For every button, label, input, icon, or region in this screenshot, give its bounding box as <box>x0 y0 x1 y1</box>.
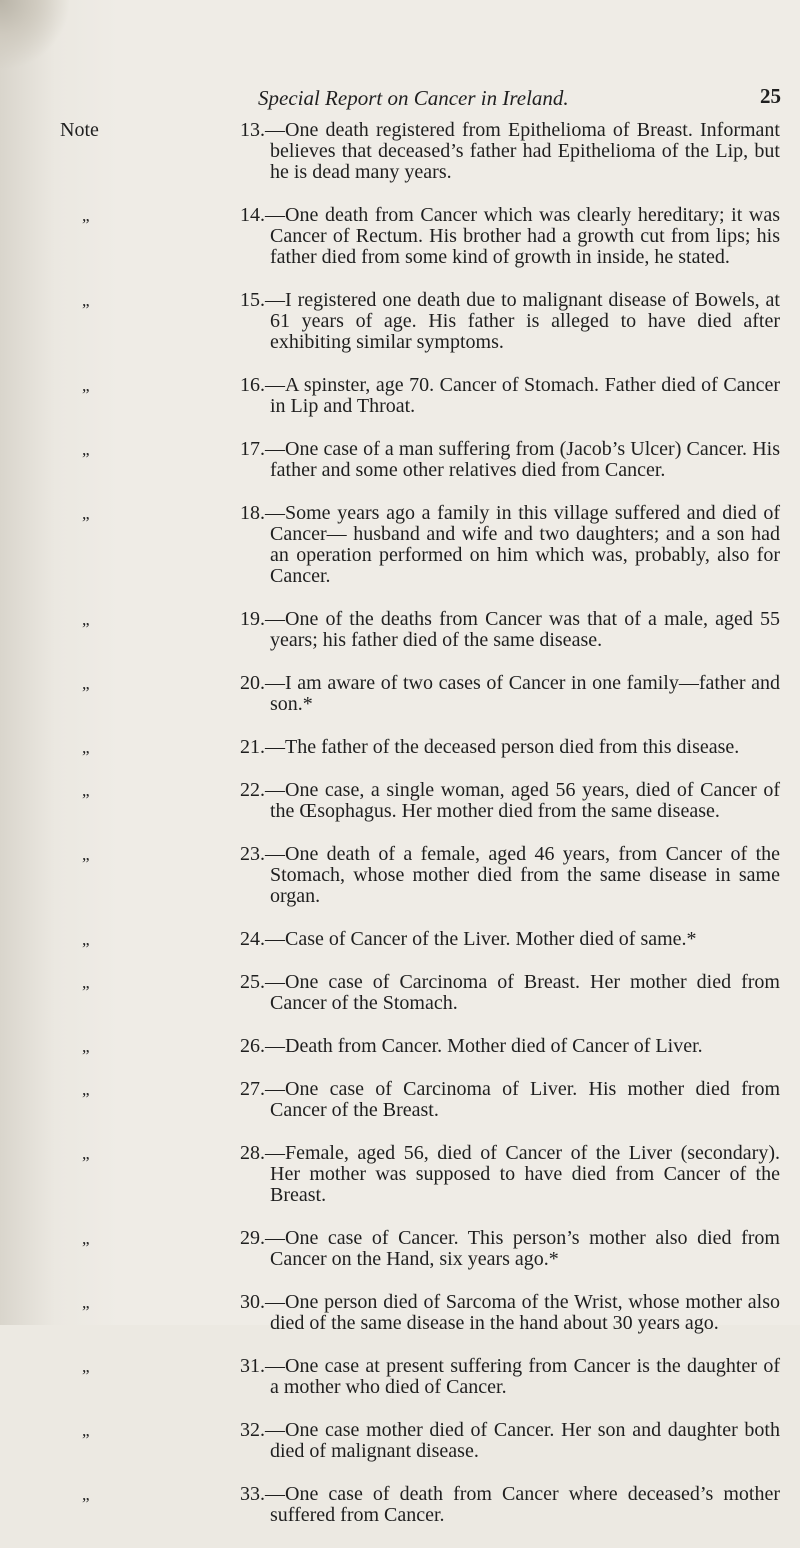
note-text: 14.—One death from Cancer which was clearly hereditary; it was Cancer of Rectum. His brother had a growth cut from lips; his father died from some kind of growth in inside, he stated. <box>240 204 780 268</box>
note-22 <box>0 780 800 822</box>
note-text: 16.—A spinster, age 70. Cancer of Stomach. Father died of Cancer in Lip and Throat. <box>240 374 780 417</box>
note-15 <box>0 290 800 353</box>
note-21 <box>0 737 800 758</box>
note-28 <box>0 1143 800 1206</box>
note-text: 29.—One case of Cancer. This person’s mother also died from Cancer on the Hand, six years ago.* <box>240 1227 780 1270</box>
notes-list <box>0 120 800 1548</box>
ditto-mark: „ <box>82 504 90 523</box>
page-corner-shadow <box>0 0 70 70</box>
ditto-mark: „ <box>82 291 90 310</box>
note-23 <box>0 844 800 907</box>
ditto-mark: „ <box>82 973 90 992</box>
note-17 <box>0 439 800 481</box>
ditto-mark: „ <box>82 440 90 459</box>
ditto-mark: „ <box>82 1293 90 1312</box>
ditto-mark: „ <box>82 845 90 864</box>
note-text: 13.—One death registered from Epithelioma of Breast. Informant believes that deceased’s father had Epithelioma of the Lip, but he is dead many years. <box>240 119 780 183</box>
ditto-mark: „ <box>82 781 90 800</box>
note-25 <box>0 972 800 1014</box>
note-16 <box>0 375 800 417</box>
note-13 <box>0 120 800 183</box>
note-30 <box>0 1292 800 1334</box>
note-27 <box>0 1079 800 1121</box>
note-text: 30.—One person died of Sarcoma of the Wrist, whose mother also died of the same disease in the hand about 30 years ago. <box>240 1291 780 1334</box>
note-text: 22.—One case, a single woman, aged 56 years, died of Cancer of the Œsophagus. Her mother died from the same disease. <box>240 779 780 822</box>
note-14 <box>0 205 800 268</box>
note-text: 26.—Death from Cancer. Mother died of Cancer of Liver. <box>240 1035 703 1057</box>
note-text: 19.—One of the deaths from Cancer was that of a male, aged 55 years; his father died of the same disease. <box>240 608 780 651</box>
note-29 <box>0 1228 800 1270</box>
ditto-mark: „ <box>82 738 90 757</box>
note-text: 28.—Female, aged 56, died of Cancer of the Liver (secondary). Her mother was supposed to have died from Cancer of the Breast. <box>240 1142 780 1206</box>
note-19 <box>0 609 800 651</box>
ditto-mark: „ <box>82 1229 90 1248</box>
note-18 <box>0 503 800 587</box>
note-text: 15.—I registered one death due to malignant disease of Bowels, at 61 years of age. His father is alleged to have died after exhibiting similar symptoms. <box>240 289 780 353</box>
note-20 <box>0 673 800 715</box>
note-33 <box>0 1484 800 1526</box>
note-text: 20.—I am aware of two cases of Cancer in one family—father and son.* <box>240 672 780 715</box>
note-text: 21.—The father of the deceased person died from this disease. <box>240 736 740 758</box>
note-24 <box>0 929 800 950</box>
note-text: 17.—One case of a man suffering from (Jacob’s Ulcer) Cancer. His father and some other relatives died from Cancer. <box>240 438 780 481</box>
ditto-mark: „ <box>82 610 90 629</box>
note-31 <box>0 1356 800 1398</box>
ditto-mark: „ <box>82 1080 90 1099</box>
ditto-mark: „ <box>82 930 90 949</box>
ditto-mark: „ <box>82 674 90 693</box>
page-number: 25 <box>760 84 781 108</box>
ditto-mark: „ <box>82 1037 90 1056</box>
note-text: 23.—One death of a female, aged 46 years, from Cancer of the Stomach, whose mother died from the same disease in same organ. <box>240 843 780 907</box>
note-text: 27.—One case of Carcinoma of Liver. His mother died from Cancer of the Breast. <box>240 1078 780 1121</box>
ditto-mark: „ <box>82 1421 90 1440</box>
note-text: 25.—One case of Carcinoma of Breast. Her mother died from Cancer of the Stomach. <box>240 971 780 1014</box>
note-label: Note <box>60 119 99 141</box>
note-text: 18.—Some years ago a family in this village suffered and died of Cancer— husband and wife and two daughters; and a son had an operation performed on him which was, probably, also for Cancer. <box>240 502 780 587</box>
note-text: 32.—One case mother died of Cancer. Her son and daughter both died of malignant disease. <box>240 1419 780 1462</box>
note-32 <box>0 1420 800 1462</box>
note-text: 33.—One case of death from Cancer where deceased’s mother suffered from Cancer. <box>240 1483 780 1526</box>
ditto-mark: „ <box>82 1144 90 1163</box>
ditto-mark: „ <box>82 376 90 395</box>
ditto-mark: „ <box>82 206 90 225</box>
note-text: 31.—One case at present suffering from Cancer is the daughter of a mother who died of Cancer. <box>240 1355 780 1398</box>
ditto-mark: „ <box>82 1485 90 1504</box>
ditto-mark: „ <box>82 1357 90 1376</box>
note-26 <box>0 1036 800 1057</box>
running-header: Special Report on Cancer in Ireland. <box>258 86 569 110</box>
note-text: 24.—Case of Cancer of the Liver. Mother died of same.* <box>240 928 697 950</box>
